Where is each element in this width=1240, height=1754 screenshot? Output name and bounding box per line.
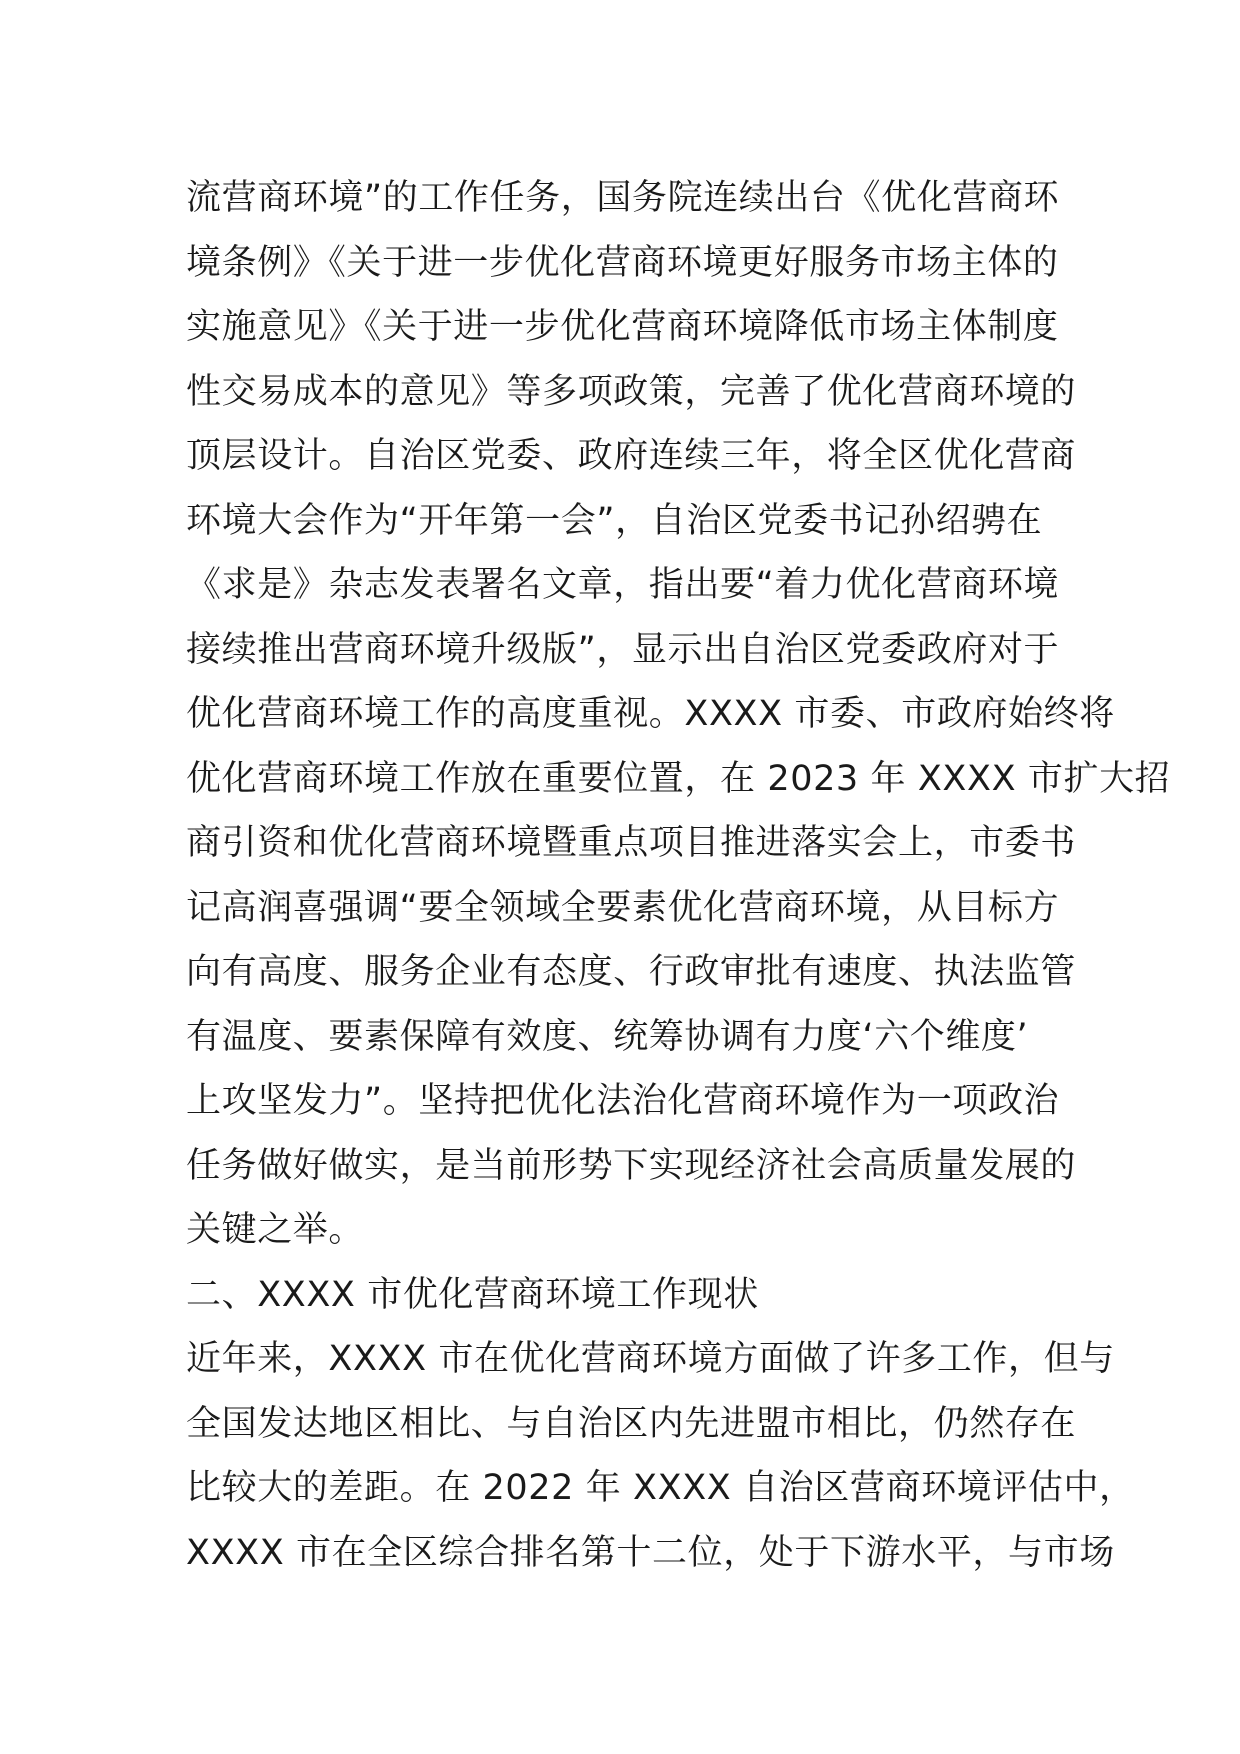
text-line: 实施意见》《关于进一步优化营商环境降低市场主体制度 [186,307,1059,347]
body-text [186,166,1171,1585]
text-line: 近年来，XXXX 市在优化营商环境方面做了许多工作，但与 [186,1339,1115,1379]
text-line: 商引资和优化营商环境暨重点项目推进落实会上，市委书 [186,823,1077,863]
text-line: 记高润喜强调“要全领域全要素优化营商环境，从目标方 [186,887,1060,928]
text-line: XXXX 市在全区综合排名第十二位，处于下游水平，与市场 [186,1532,1115,1573]
text-line: 境条例》《关于进一步优化营商环境更好服务市场主体的 [186,242,1059,283]
text-line: 上攻坚发力”。坚持把优化法治化营商环境作为一项政治 [186,1081,1060,1121]
text-line: 全国发达地区相比、与自治区内先进盟市相比，仍然存在 [186,1403,1077,1444]
text-line: 接续推出营商环境升级版”，显示出自治区党委政府对于 [186,629,1060,670]
text-line: 环境大会作为“开年第一会”，自治区党委书记孙绍骋在 [186,500,1043,541]
text-line: 任务做好做实，是当前形势下实现经济社会高质量发展的 [186,1145,1077,1186]
text-line: 向有高度、服务企业有态度、行政审批有速度、执法监管 [186,952,1077,992]
text-line: 流营商环境”的工作任务，国务院连续出台《优化营商环 [186,178,1060,218]
section-heading: 二、XXXX 市优化营商环境工作现状 [186,1274,759,1315]
text-line: 优化营商环境工作的高度重视。XXXX 市委、市政府始终将 [186,694,1115,734]
text-line: 《求是》杂志发表署名文章，指出要“着力优化营商环境 [186,565,1060,605]
text-line: 顶层设计。自治区党委、政府连续三年，将全区优化营商 [186,436,1077,476]
text-line: 关键之举。 [186,1210,365,1250]
text-line: 有温度、要素保障有效度、统筹协调有力度‘六个维度’ [186,1016,1029,1057]
text-line: 性交易成本的意见》等多项政策，完善了优化营商环境的 [186,371,1077,412]
text-line: 优化营商环境工作放在重要位置，在 2023 年 XXXX 市扩大招 [186,758,1171,799]
text-line: 比较大的差距。在 2022 年 XXXX 自治区营商环境评估中， [186,1468,1135,1508]
